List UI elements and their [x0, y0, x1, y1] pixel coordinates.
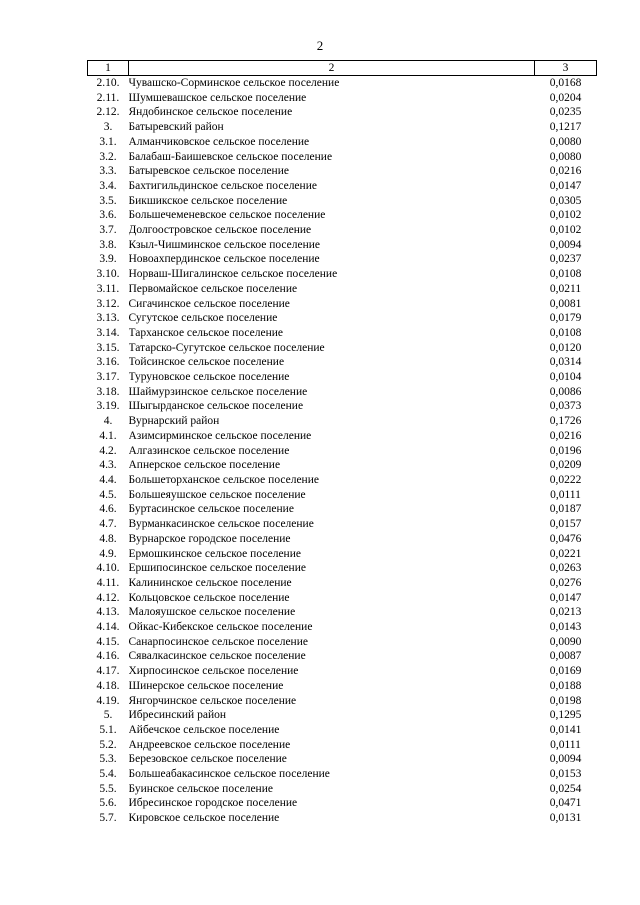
- row-value: 0,0314: [549, 356, 582, 369]
- table-row: [88, 282, 597, 297]
- row-name: Андреевское сельское поселение: [128, 738, 291, 751]
- row-value: 0,0213: [549, 606, 582, 619]
- row-name: Малояушское сельское поселение: [128, 606, 296, 619]
- row-number: 4.4.: [99, 473, 117, 486]
- row-value: 0,0211: [549, 282, 582, 295]
- row-number: 3.19.: [96, 400, 120, 413]
- table-header-row: [88, 61, 597, 76]
- row-value: 0,0305: [549, 194, 582, 207]
- page-number: 2: [316, 38, 324, 53]
- row-number: 4.: [103, 415, 113, 428]
- row-value: 0,0254: [549, 782, 582, 795]
- row-name: Кольцовское сельское поселение: [128, 591, 290, 604]
- table-row: [88, 444, 597, 459]
- row-number: 3.9.: [99, 253, 117, 266]
- row-number: 4.16.: [96, 650, 120, 663]
- row-number: 5.3.: [99, 753, 117, 766]
- row-name: Долгоостровское сельское поселение: [128, 224, 312, 237]
- row-name: Туруновское сельское поселение: [128, 371, 290, 384]
- row-name: Батыревский район: [128, 121, 224, 134]
- row-value: 0,0102: [549, 224, 582, 237]
- row-value: 0,1217: [549, 121, 582, 134]
- row-number: 4.7.: [99, 518, 117, 531]
- table-row: [88, 752, 597, 767]
- table-row: [88, 605, 597, 620]
- table-row: [88, 591, 597, 606]
- row-number: 4.6.: [99, 503, 117, 516]
- row-name: Ершипосинское сельское поселение: [128, 562, 306, 575]
- row-name: Кировское сельское поселение: [128, 812, 280, 825]
- row-value: 0,0094: [549, 238, 582, 251]
- row-value: 0,0090: [549, 635, 582, 648]
- row-number: 3.15.: [96, 341, 120, 354]
- row-number: 3.6.: [99, 209, 117, 222]
- row-name: Ермошкинское сельское поселение: [128, 547, 301, 560]
- row-value: 0,0169: [549, 665, 582, 678]
- row-number: 5.5.: [99, 782, 117, 795]
- row-name: Шыгырданское сельское поселение: [128, 400, 304, 413]
- table-row: [88, 649, 597, 664]
- table-row: [88, 385, 597, 400]
- table-row: [88, 297, 597, 312]
- row-name: Санарпосинское сельское поселение: [128, 635, 308, 648]
- table-row: [88, 267, 597, 282]
- table-row: [88, 561, 597, 576]
- row-value: 0,0187: [549, 503, 582, 516]
- table-row: [88, 620, 597, 635]
- row-value: 0,0235: [549, 106, 582, 119]
- row-number: 2.11.: [96, 91, 120, 104]
- table-row: [88, 811, 597, 826]
- table-row: [88, 341, 597, 356]
- row-number: 4.11.: [96, 576, 120, 589]
- row-value: 0,0237: [549, 253, 582, 266]
- row-value: 0,0188: [549, 679, 582, 692]
- row-value: 0,0104: [549, 371, 582, 384]
- row-number: 3.5.: [99, 194, 117, 207]
- column-header-number: 1: [88, 61, 129, 76]
- row-value: 0,0373: [549, 400, 582, 413]
- row-value: 0,0087: [549, 650, 582, 663]
- row-number: 4.3.: [99, 459, 117, 472]
- row-number: 3.18.: [96, 385, 120, 398]
- row-value: 0,0209: [549, 459, 582, 472]
- row-value: 0,0080: [549, 135, 582, 148]
- row-name: Ибресинское городское поселение: [128, 797, 298, 810]
- row-value: 0,0222: [549, 473, 582, 486]
- row-name: Алманчиковское сельское поселение: [128, 135, 310, 148]
- row-number: 3.10.: [96, 268, 120, 281]
- row-name: Вурнарское городское поселение: [128, 532, 291, 545]
- column-header-name: 2: [129, 61, 535, 76]
- row-name: Большеторханское сельское поселение: [128, 473, 319, 486]
- row-name: Ибресинский район: [128, 709, 226, 722]
- table-row: [88, 767, 597, 782]
- row-number: 5.7.: [99, 812, 117, 825]
- row-number: 3.: [103, 121, 113, 134]
- row-value: 0,0131: [549, 812, 582, 825]
- table-row: [88, 164, 597, 179]
- row-name: Сявалкасинское сельское поселение: [128, 650, 306, 663]
- row-value: 0,0198: [549, 694, 582, 707]
- table-row: [88, 355, 597, 370]
- row-value: 0,0221: [549, 547, 582, 560]
- row-number: 4.17.: [96, 665, 120, 678]
- table-row: [88, 208, 597, 223]
- row-number: 3.3.: [99, 165, 117, 178]
- table-row: [88, 414, 597, 429]
- row-name: Ойкас-Кибекское сельское поселение: [128, 621, 313, 634]
- row-value: 0,0476: [549, 532, 582, 545]
- row-name: Алгазинское сельское поселение: [128, 444, 290, 457]
- row-value: 0,0094: [549, 753, 582, 766]
- table-row: [88, 532, 597, 547]
- table-row: [88, 502, 597, 517]
- row-number: 2.10.: [96, 77, 120, 89]
- column-header-value: 3: [535, 61, 597, 76]
- row-name: Норваш-Шигалинское сельское поселение: [128, 268, 338, 281]
- row-number: 2.12.: [96, 106, 120, 119]
- row-number: 3.13.: [96, 312, 120, 325]
- row-number: 3.17.: [96, 371, 120, 384]
- row-name: Кзыл-Чишминское сельское поселение: [128, 238, 321, 251]
- table-row: [88, 150, 597, 165]
- row-value: 0,0081: [549, 297, 582, 310]
- row-name: Тарханское сельское поселение: [128, 326, 284, 339]
- row-number: 5.: [103, 709, 113, 722]
- row-name: Балабаш-Баишевское сельское поселение: [128, 150, 333, 163]
- row-number: 3.4.: [99, 179, 117, 192]
- table-row: [88, 429, 597, 444]
- table-row: [88, 179, 597, 194]
- row-number: 4.15.: [96, 635, 120, 648]
- row-name: Новоахпердинское сельское поселение: [128, 253, 320, 266]
- row-value: 0,0108: [549, 268, 582, 281]
- table-row: [88, 635, 597, 650]
- row-name: Буинское сельское поселение: [128, 782, 273, 795]
- row-value: 0,0147: [549, 591, 582, 604]
- data-table: [87, 60, 597, 826]
- row-name: Яндобинское сельское поселение: [128, 106, 293, 119]
- table-row: [88, 547, 597, 562]
- table-row: [88, 120, 597, 135]
- row-name: Калининское сельское поселение: [128, 576, 292, 589]
- row-name: Хирпосинское сельское поселение: [128, 665, 299, 678]
- table-row: [88, 679, 597, 694]
- row-number: 4.18.: [96, 679, 120, 692]
- row-number: 3.7.: [99, 224, 117, 237]
- row-number: 4.8.: [99, 532, 117, 545]
- row-number: 5.1.: [99, 723, 117, 736]
- row-number: 3.1.: [99, 135, 117, 148]
- row-name: Татарско-Сугутское сельское поселение: [128, 341, 325, 354]
- row-value: 0,0120: [549, 341, 582, 354]
- table-row: [88, 473, 597, 488]
- row-name: Апнерское сельское поселение: [128, 459, 281, 472]
- row-name: Чувашско-Сорминское сельское поселение: [128, 77, 340, 89]
- row-name: Вурманкасинское сельское поселение: [128, 518, 314, 531]
- row-value: 0,0080: [549, 150, 582, 163]
- row-value: 0,0147: [549, 179, 582, 192]
- row-name: Бахтигильдинское сельское поселение: [128, 179, 317, 192]
- row-value: 0,0141: [549, 723, 582, 736]
- table-row: [88, 326, 597, 341]
- table-row: [88, 782, 597, 797]
- table-row: [88, 708, 597, 723]
- table-row: [88, 238, 597, 253]
- table-row: [88, 91, 597, 106]
- table-row: [88, 135, 597, 150]
- row-number: 3.14.: [96, 326, 120, 339]
- row-number: 4.9.: [99, 547, 117, 560]
- row-name: Большечеменевское сельское поселение: [128, 209, 326, 222]
- row-value: 0,0276: [549, 576, 582, 589]
- table-row: [88, 311, 597, 326]
- row-number: 4.14.: [96, 621, 120, 634]
- row-number: 3.12.: [96, 297, 120, 310]
- row-value: 0,0204: [549, 91, 582, 104]
- table-row: [88, 488, 597, 503]
- table-row: [88, 105, 597, 120]
- row-number: 5.4.: [99, 768, 117, 781]
- row-name: Большеяушское сельское поселение: [128, 488, 306, 501]
- row-name: Шинерское сельское поселение: [128, 679, 284, 692]
- row-name: Буртасинское сельское поселение: [128, 503, 294, 516]
- table-row: [88, 458, 597, 473]
- row-number: 4.12.: [96, 591, 120, 604]
- row-name: Шаймурзинское сельское поселение: [128, 385, 308, 398]
- row-number: 4.2.: [99, 444, 117, 457]
- table-row: [88, 194, 597, 209]
- table-row: [88, 664, 597, 679]
- table-row: [88, 399, 597, 414]
- row-value: 0,0157: [549, 518, 582, 531]
- row-name: Сугутское сельское поселение: [128, 312, 278, 325]
- row-number: 4.19.: [96, 694, 120, 707]
- row-value: 0,0216: [549, 429, 582, 442]
- row-name: Сигачинское сельское поселение: [128, 297, 290, 310]
- row-value: 0,1295: [549, 709, 582, 722]
- table-row: [88, 723, 597, 738]
- row-value: 0,0263: [549, 562, 582, 575]
- table-row: [88, 694, 597, 709]
- row-number: 3.2.: [99, 150, 117, 163]
- row-value: 0,0111: [550, 738, 581, 751]
- row-value: 0,0153: [549, 768, 582, 781]
- row-number: 5.6.: [99, 797, 117, 810]
- row-name: Тойсинское сельское поселение: [128, 356, 285, 369]
- row-number: 3.16.: [96, 356, 120, 369]
- row-number: 3.11.: [96, 282, 120, 295]
- row-value: 0,0143: [549, 621, 582, 634]
- row-number: 4.13.: [96, 606, 120, 619]
- row-name: Айбечское сельское поселение: [128, 723, 280, 736]
- table-row: [88, 576, 597, 591]
- row-name: Березовское сельское поселение: [128, 753, 287, 766]
- table-row: [88, 517, 597, 532]
- row-value: 0,0086: [549, 385, 582, 398]
- table-row: [88, 796, 597, 811]
- row-value: 0,0108: [549, 326, 582, 339]
- row-name: Янгорчинское сельское поселение: [128, 694, 297, 707]
- row-value: 0,1726: [549, 415, 582, 428]
- row-value: 0,0179: [549, 312, 582, 325]
- row-value: 0,0168: [549, 77, 582, 89]
- row-value: 0,0102: [549, 209, 582, 222]
- row-number: 4.10.: [96, 562, 120, 575]
- row-number: 4.5.: [99, 488, 117, 501]
- row-value: 0,0196: [549, 444, 582, 457]
- table-row: [88, 738, 597, 753]
- table-row: [88, 76, 597, 91]
- row-value: 0,0216: [549, 165, 582, 178]
- row-value: 0,0111: [550, 488, 581, 501]
- row-name: Вурнарский район: [128, 415, 220, 428]
- row-name: Бикшикское сельское поселение: [128, 194, 288, 207]
- row-number: 3.8.: [99, 238, 117, 251]
- row-name: Батыревское сельское поселение: [128, 165, 289, 178]
- row-number: 4.1.: [99, 429, 117, 442]
- row-name: Азимсирминское сельское поселение: [128, 429, 312, 442]
- table-row: [88, 252, 597, 267]
- table-row: [88, 223, 597, 238]
- row-value: 0,0471: [549, 797, 582, 810]
- row-name: Шумшевашское сельское поселение: [128, 91, 307, 104]
- row-name: Большеабакасинское сельское поселение: [128, 768, 330, 781]
- row-name: Первомайское сельское поселение: [128, 282, 298, 295]
- row-number: 5.2.: [99, 738, 117, 751]
- table-row: [88, 370, 597, 385]
